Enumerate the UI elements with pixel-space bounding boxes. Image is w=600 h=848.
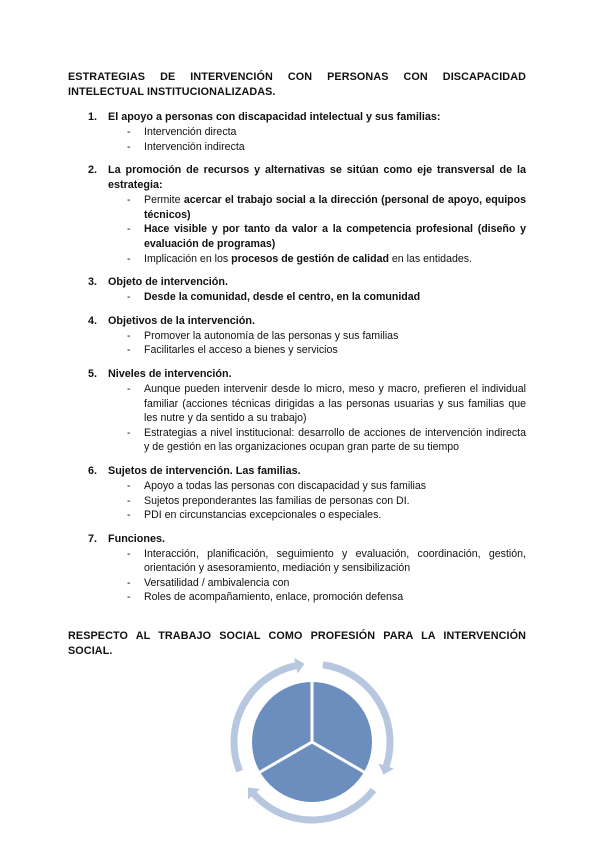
bullet-list [108,479,526,523]
bullet-text: PDI en circunstancias excepcionales o especiales. [144,509,382,522]
bullet-text: Versatilidad / ambivalencia con [144,576,290,589]
bullet-item [108,252,526,267]
section-title: Objetivos de la intervención. [108,314,255,327]
section-title: Niveles de intervención. [108,367,232,380]
bullet-item [108,343,526,358]
dash-bullet-icon: - [127,126,131,138]
bullet-text: Promover la autonomía de las personas y sus familias [144,329,399,342]
bullet-text: Apoyo a todas las personas con discapacidad y sus familias [144,479,427,492]
dash-bullet-icon: - [127,140,131,153]
bullet-list [108,193,526,266]
bullet-item [108,222,526,251]
section-4 [68,314,526,358]
section-number: 2. [88,164,98,177]
section-number: 6. [88,464,98,477]
section-number: 5. [88,367,98,380]
dash-bullet-icon: - [127,494,131,507]
section-number: 7. [88,532,98,545]
dash-bullet-icon: - [127,591,131,604]
section-title-trabajo-social: RESPECTO AL TRABAJO SOCIAL COMO PROFESIÓN PARA LA INTERVENCIÓN SOCIAL. [68,630,526,657]
section-title: La promoción de recursos y alternativas se sitúan como eje transversal de la estrategia: [108,164,526,192]
bullet-text: en las entidades. [388,252,472,265]
bullet-text: Aunque pueden intervenir desde lo micro, meso y macro, prefieren el individual familiar (acciones técnicas dirigidas a las personas usuarias y sus familias que les nutre y da sentido a su trabajo) [144,382,526,425]
bullet-text: Interacción, planificación, seguimiento y evaluación, coordinación, gestión, orientación y asesoramiento, mediación y sensibilización [144,547,526,575]
section-7 [68,532,526,605]
bullet-text: Roles de acompañamiento, enlace, promoción defensa [144,591,404,604]
dash-bullet-icon: - [127,194,131,207]
section-3 [68,275,526,305]
bullet-item [108,508,526,523]
bullet-item [108,547,526,576]
dash-bullet-icon: - [127,576,131,589]
bullet-item [108,382,526,426]
bullet-text: Intervención directa [144,126,237,138]
bullet-text: Intervención indirecta [144,140,245,153]
section-5 [68,367,526,455]
section-6 [68,464,526,523]
section-title: El apoyo a personas con discapacidad intelectual y sus familias: [108,111,441,123]
section-number: 1. [88,111,98,123]
bullet-text: Sujetos preponderantes las familias de personas con DI. [144,494,410,507]
bullet-item [108,576,526,591]
dash-bullet-icon: - [127,426,131,439]
cycle-diagram-svg [225,655,399,829]
bullet-item [108,494,526,509]
dash-bullet-icon: - [127,344,131,357]
section-number: 4. [88,314,98,327]
bullet-item [108,290,526,305]
bullet-item [108,329,526,344]
dash-bullet-icon: - [127,547,131,560]
bullet-text-bold: Desde la comunidad, desde el centro, en la comunidad [144,291,421,304]
document-title: ESTRATEGIAS DE INTERVENCIÓN CON PERSONAS CON DISCAPACIDAD INTELECTUAL INSTITUCIONALIZADAS. [68,71,526,98]
section-title: Sujetos de intervención. Las familias. [108,464,301,477]
bullet-item [108,479,526,494]
bullet-list [108,125,526,154]
bullet-item [108,590,526,605]
dash-bullet-icon: - [127,509,131,522]
dash-bullet-icon: - [127,223,131,236]
dash-bullet-icon: - [127,329,131,342]
bullet-list [108,290,526,305]
bullet-text: Estrategias a nivel institucional: desarrollo de acciones de intervención indirecta y de gestión en las organizaciones ocupan gran parte de su tiempo [144,426,526,454]
bullet-text: Implicación en los [144,252,232,265]
bullet-list [108,382,526,455]
bullet-text-bold: acercar el trabajo social a la dirección (personal de apoyo, equipos técnicos) [144,194,526,221]
bullet-item [108,193,526,222]
cycle-diagram [225,655,399,829]
section-1 [68,110,526,154]
dash-bullet-icon: - [127,479,131,492]
bullet-item [108,125,526,140]
bullet-list [108,547,526,605]
bullet-text: Facilitarles el acceso a bienes y servicios [144,344,338,357]
section-title: Funciones. [108,532,165,545]
bullet-text-bold: procesos de gestión de calidad [231,252,389,265]
bullet-text: Permite [144,194,184,207]
document-body [68,70,526,614]
bullet-text-bold: Hace visible y por tanto da valor a la competencia profesional (diseño y evaluación de programas) [144,223,526,250]
section-number: 3. [88,276,98,289]
dash-bullet-icon: - [127,382,131,395]
section-title: Objeto de intervención. [108,276,228,289]
bullet-item [108,426,526,455]
dash-bullet-icon: - [127,252,131,265]
bullet-list [108,329,526,358]
dash-bullet-icon: - [127,291,131,304]
sections-list [68,110,526,605]
bullet-item [108,140,526,155]
section-2 [68,163,526,266]
